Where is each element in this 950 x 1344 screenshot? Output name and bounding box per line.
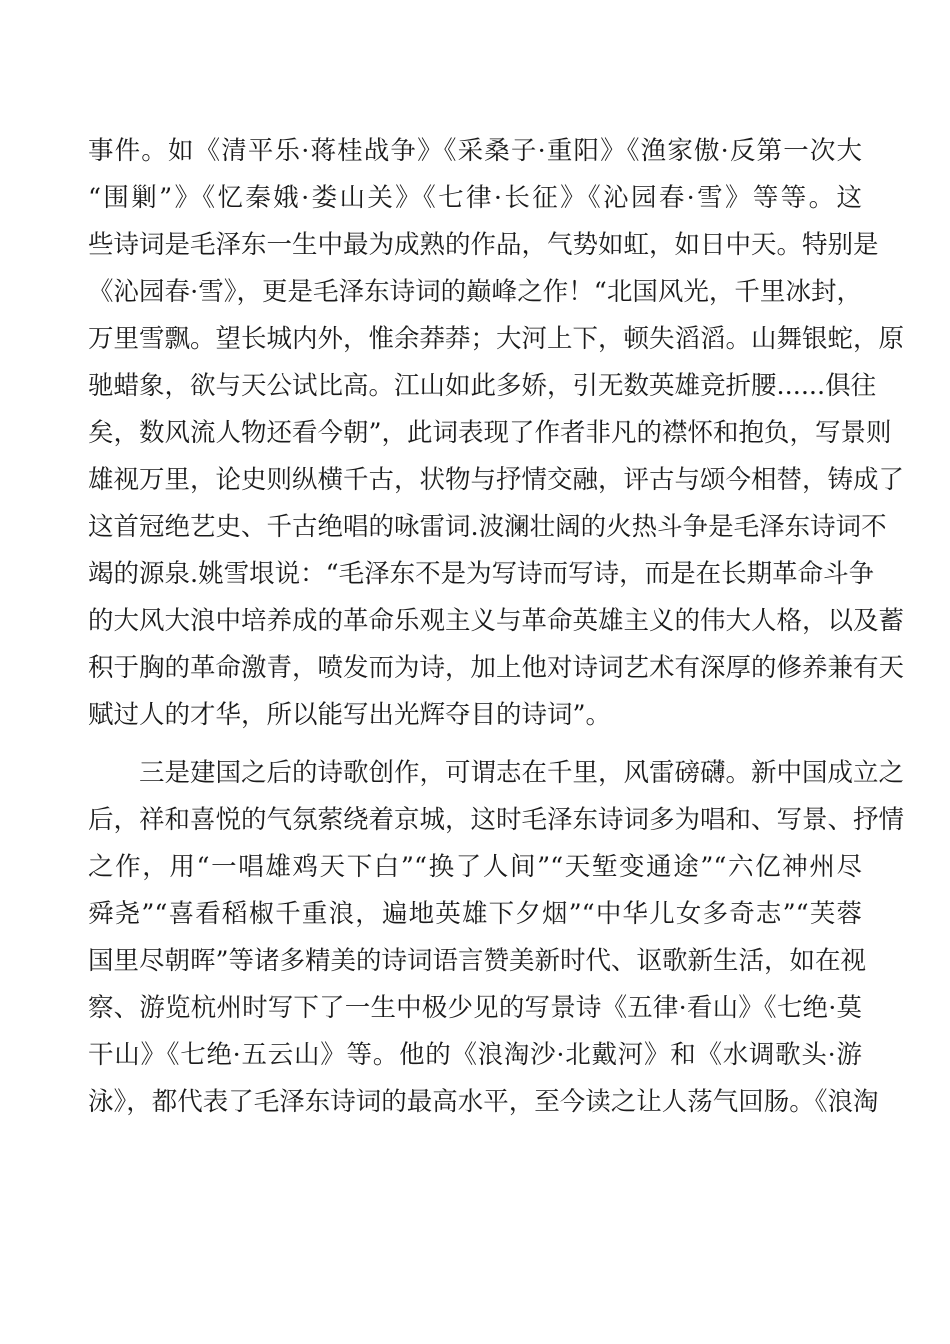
body-text xyxy=(88,128,905,1126)
text-line: 竭的源泉.姚雪垠说：“毛泽东不是为写诗而写诗，而是在长期革命斗争 xyxy=(88,559,875,589)
text-line: 后，祥和喜悦的气氛萦绕着京城，这时毛泽东诗词多为唱和、写景、抒情 xyxy=(88,805,905,835)
text-line: 事件。如《清平乐·蒋桂战争》《采桑子·重阳》《渔家傲·反第一次大 xyxy=(88,136,862,166)
text-line: 舜尧”“喜看稻椒千重浪，遍地英雄下夕烟”“中华儿女多奇志”“芙蓉 xyxy=(88,899,862,929)
text-line: 雄视万里，论史则纵横千古，状物与抒情交融，评古与颂今相替，铸成了 xyxy=(88,465,905,495)
text-line: 《沁园春·雪》，更是毛泽东诗词的巅峰之作！“北国风光，千里冰封， xyxy=(88,277,862,307)
text-line: 矣，数风流人物还看今朝”，此词表现了作者非凡的襟怀和抱负，写景则 xyxy=(88,418,892,448)
text-line: 积于胸的革命激青，喷发而为诗，加上他对诗词艺术有深厚的修养兼有天 xyxy=(88,653,905,683)
text-line: 之作，用“一唱雄鸡天下白”“换了人间”“天堑变通途”“六亿神州尽 xyxy=(88,852,862,882)
paragraph-2 xyxy=(88,750,905,1126)
text-line: 赋过人的才华，所以能写出光辉夺目的诗词”。 xyxy=(88,700,612,730)
text-line: 国里尽朝晖”等诸多精美的诗词语言赞美新时代、讴歌新生活，如在视 xyxy=(88,946,867,976)
text-line: 察、游览杭州时写下了一生中极少见的写景诗《五律·看山》《七绝·莫 xyxy=(88,993,862,1023)
text-line: 三是建国之后的诗歌创作，可谓志在千里，风雷磅礴。新中国成立之 xyxy=(139,758,905,788)
text-line: “围剿”》《忆秦娥·娄山关》《七律·长征》《沁园春·雪》等等。这 xyxy=(88,183,862,213)
text-line: 这首冠绝艺史、千古绝唱的咏雷词.波澜壮阔的火热斗争是毛泽东诗词不 xyxy=(88,512,887,542)
text-line: 干山》《七绝·五云山》等。他的《浪淘沙·北戴河》和《水调歌头·游 xyxy=(88,1040,862,1070)
text-line: 驰蜡象，欲与天公试比高。江山如此多娇，引无数英雄竞折腰......俱往 xyxy=(88,371,877,401)
text-line: 万里雪飘。望长城内外，惟余莽莽；大河上下，顿失滔滔。山舞银蛇，原 xyxy=(88,324,905,354)
paragraph-1 xyxy=(88,128,905,739)
paragraph-gap xyxy=(88,739,862,750)
text-line: 泳》，都代表了毛泽东诗词的最高水平，至今读之让人荡气回肠。《浪淘 xyxy=(88,1087,879,1117)
text-line: 的大风大浪中培养成的革命乐观主义与革命英雄主义的伟大人格，以及蓄 xyxy=(88,606,905,636)
text-line: 些诗词是毛泽东一生中最为成熟的作品，气势如虹，如日中天。特别是 xyxy=(88,230,879,260)
